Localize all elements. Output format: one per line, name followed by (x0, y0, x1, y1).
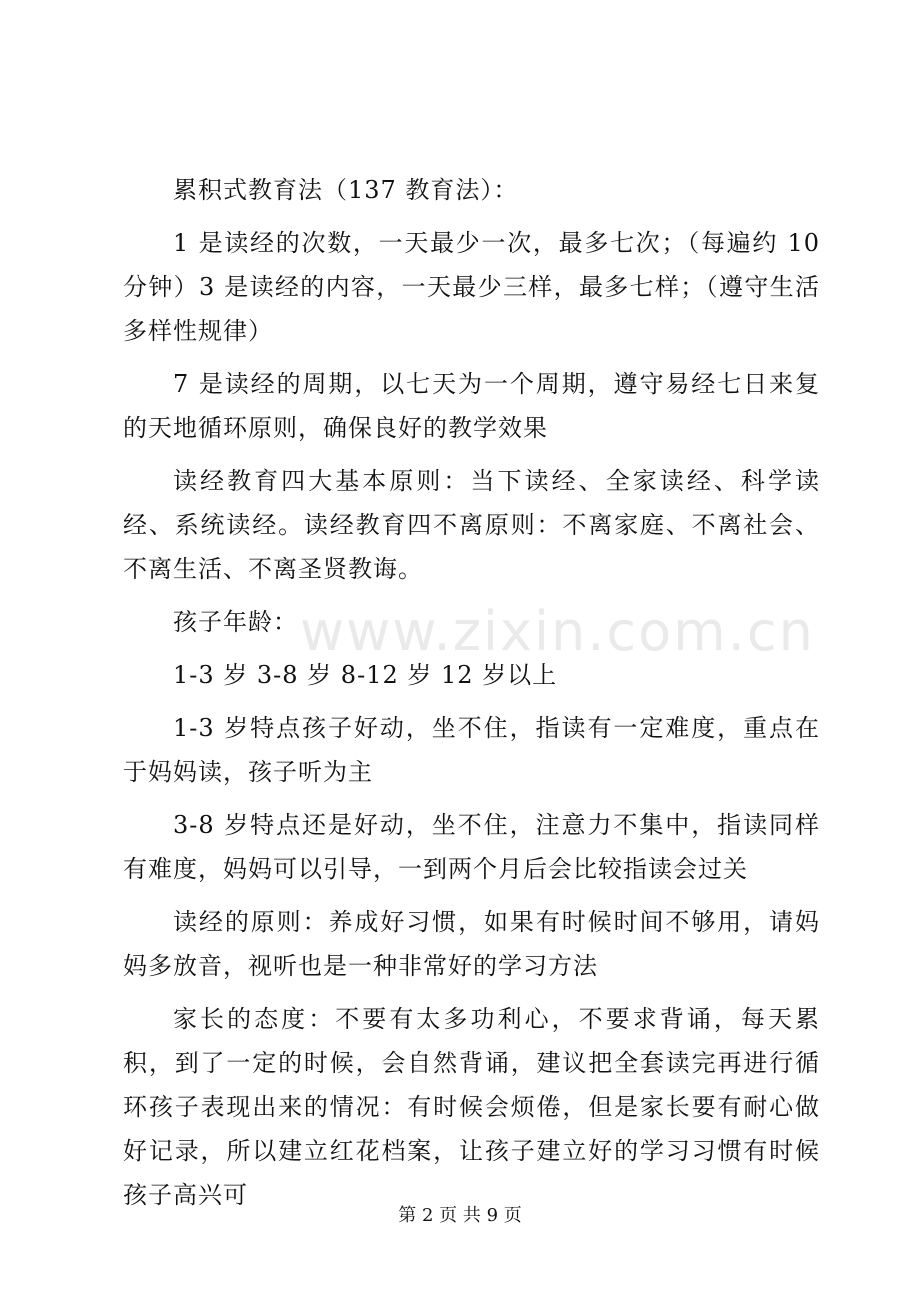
page-footer: 第 2 页 共 9 页 (398, 1205, 522, 1226)
paragraph-reading-rules: 读经的原则：养成好习惯，如果有时候时间不够用，请妈妈多放音，视听也是一种非常好的学习方法 (123, 908, 820, 980)
paragraph-age-1-3: 1-3 岁特点孩子好动，坐不住，指读有一定难度，重点在于妈妈读，孩子听为主 (123, 714, 820, 786)
paragraph-parent-attitude: 家长的态度：不要有太多功利心，不要求背诵，每天累积，到了一定的时候，会自然背诵，建议把全套读完再进行循环孩子表现出来的情况：有时候会烦倦，但是家长要有耐心做好记录，所以建立红花档案，让孩子建立好的学习习惯有时候孩子高兴可 (123, 1005, 820, 1209)
paragraph-age-3-8: 3-8 岁特点还是好动，坐不住，注意力不集中，指读同样有难度，妈妈可以引导，一到两个月后会比较指读会过关 (123, 811, 820, 883)
document-body (123, 168, 820, 1226)
watermark: www.zixin.com.cn (300, 600, 815, 663)
paragraph-method-title: 累积式教育法（137 教育法）： (173, 176, 519, 204)
paragraph-principles: 读经教育四大基本原则：当下读经、全家读经、科学读经、系统读经。读经教育四不离原则：不离家庭、不离社会、不离生活、不离圣贤教诲。 (123, 467, 820, 583)
paragraph-child-age-heading: 孩子年龄： (173, 608, 298, 636)
paragraph-age-groups: 1-3 岁 3-8 岁 8-12 岁 12 岁以上 (173, 661, 558, 689)
paragraph-reading-times: 1 是读经的次数，一天最少一次，最多七次；（每遍约 10 分钟）3 是读经的内容，一天最少三样，最多七样；（遵守生活多样性规律） (123, 229, 820, 345)
paragraph-reading-cycle: 7 是读经的周期，以七天为一个周期，遵守易经七日来复的天地循环原则，确保良好的教学效果 (123, 370, 820, 442)
